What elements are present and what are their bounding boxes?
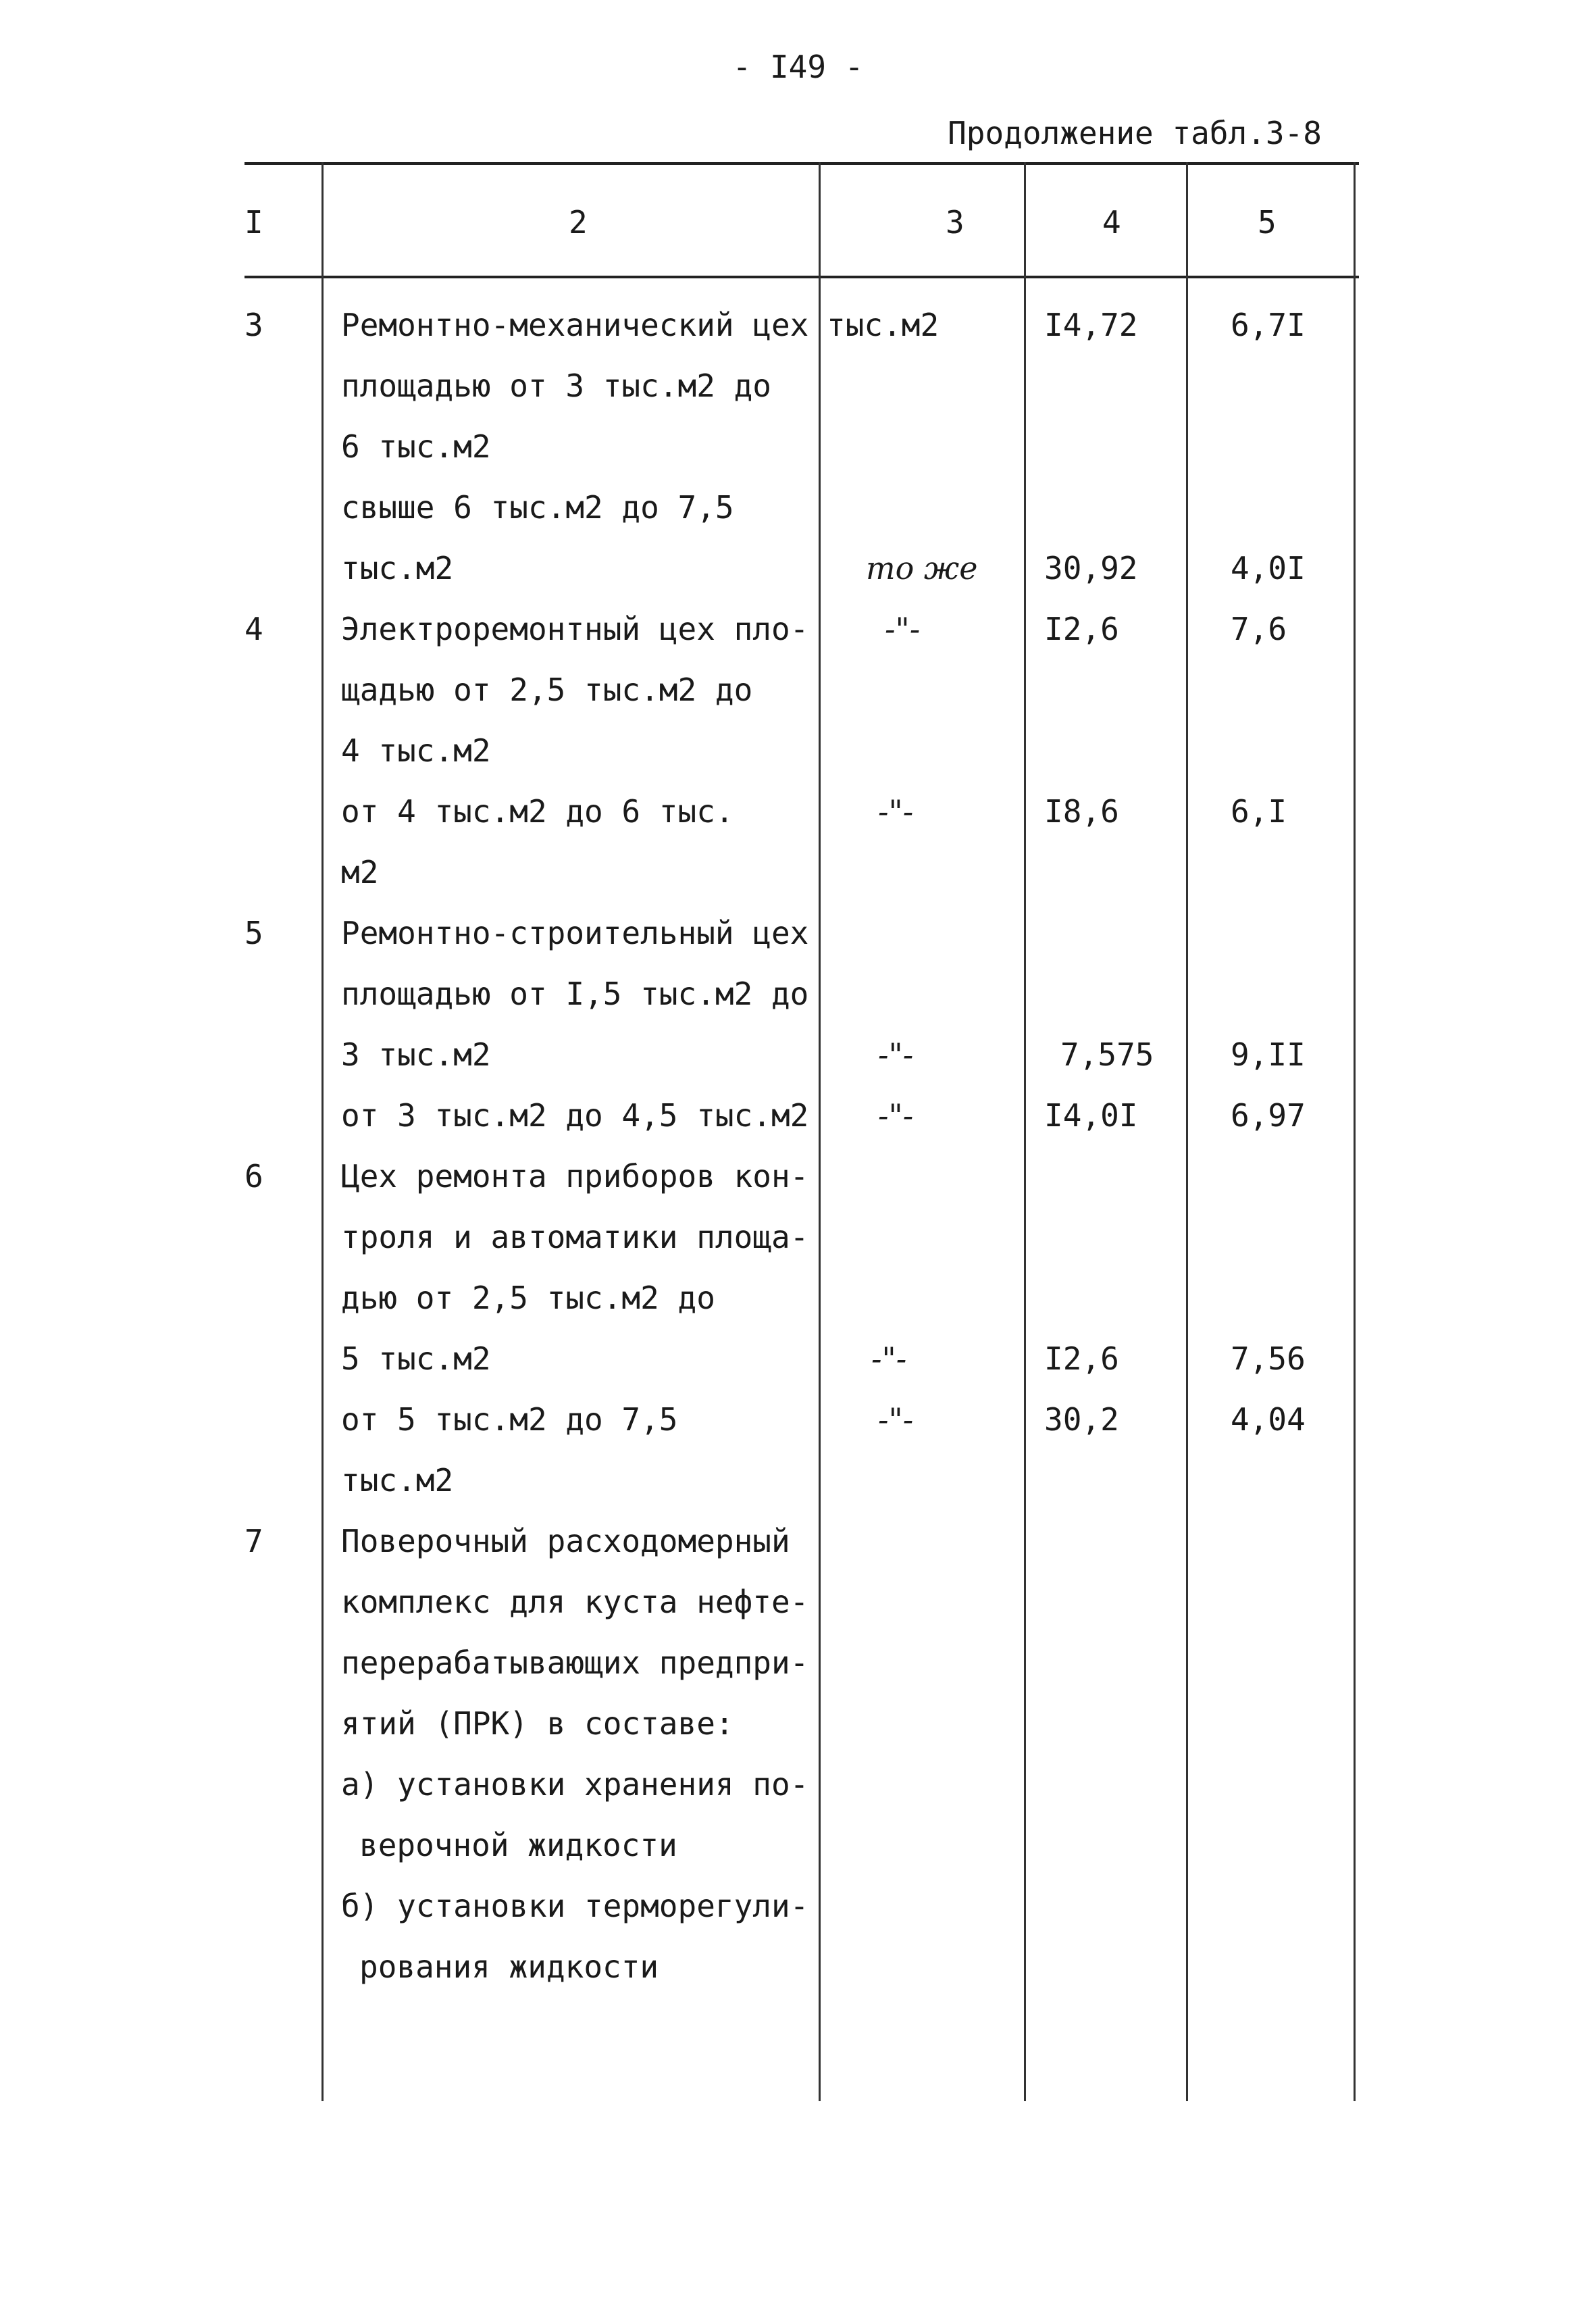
row-text-line: Ремонтно-механический цех — [341, 307, 809, 343]
table-header-rule — [244, 276, 1359, 278]
col-divider-1 — [321, 162, 324, 2101]
header-col-5: 5 — [1258, 204, 1277, 241]
value-col-4: 30,2 — [1044, 1401, 1119, 1438]
unit-cell: -"- — [885, 611, 921, 647]
row-text-line: свыше 6 тыс.м2 до 7,5 — [341, 489, 734, 526]
row-text-line: Электроремонтный цех пло- — [341, 611, 809, 647]
row-text-line: площадью от I,5 тыс.м2 до — [341, 976, 809, 1012]
unit-cell: -"- — [878, 1401, 914, 1438]
row-text-line: верочной жидкости — [359, 1827, 677, 1863]
value-col-5: 7,6 — [1231, 611, 1287, 647]
row-text-line: 6 тыс.м2 — [341, 428, 491, 465]
value-col-5: 4,0I — [1231, 550, 1306, 586]
row-number: 7 — [244, 1523, 263, 1559]
value-col-4: I2,6 — [1044, 611, 1119, 647]
unit-cell: -"- — [878, 1097, 914, 1134]
row-text-line: 5 тыс.м2 — [341, 1340, 491, 1377]
row-text-line: комплекс для куста нефте- — [341, 1584, 809, 1620]
header-col-4: 4 — [1102, 204, 1121, 241]
row-text-line: перерабатывающих предпри- — [341, 1644, 809, 1681]
col-divider-2 — [819, 162, 821, 2101]
row-text-line: Поверочный расходомерный — [341, 1523, 790, 1559]
row-number: 3 — [244, 307, 263, 343]
row-text-line: от 3 тыс.м2 до 4,5 тыс.м2 — [341, 1097, 809, 1134]
row-text-line: тыс.м2 — [341, 550, 454, 586]
value-col-4: I4,72 — [1044, 307, 1138, 343]
value-col-5: 6,97 — [1231, 1097, 1306, 1134]
row-text-line: ятий (ПРК) в составе: — [341, 1705, 734, 1742]
row-text-line: м2 — [341, 854, 379, 890]
header-col-2: 2 — [569, 204, 588, 241]
row-text-line: троля и автоматики площа- — [341, 1219, 809, 1255]
row-text-line: тыс.м2 — [341, 1462, 454, 1499]
row-text-line: площадью от 3 тыс.м2 до — [341, 368, 771, 404]
value-col-4: I2,6 — [1044, 1340, 1119, 1377]
row-text-line: Цех ремонта приборов кон- — [341, 1158, 809, 1194]
header-col-3: 3 — [946, 204, 964, 241]
unit-cell: тыс.м2 — [827, 307, 939, 343]
value-col-4: I4,0I — [1044, 1097, 1138, 1134]
value-col-5: 6,7I — [1231, 307, 1306, 343]
row-number: 6 — [244, 1158, 263, 1194]
row-text-line: от 5 тыс.м2 до 7,5 — [341, 1401, 678, 1438]
unit-cell: -"- — [878, 1036, 914, 1073]
row-text-line: Ремонтно-строительный цех — [341, 915, 809, 951]
value-col-4: 30,92 — [1044, 550, 1138, 586]
row-text-line: щадью от 2,5 тыс.м2 до — [341, 672, 753, 708]
value-col-5: 6,I — [1231, 793, 1287, 830]
col-divider-3 — [1024, 162, 1026, 2101]
value-col-5: 4,04 — [1231, 1401, 1306, 1438]
row-text-line: дью от 2,5 тыс.м2 до — [341, 1280, 715, 1316]
unit-cell: -"- — [871, 1340, 907, 1377]
col-divider-5 — [1354, 162, 1356, 2101]
row-text-line: от 4 тыс.м2 до 6 тыс. — [341, 793, 734, 830]
row-text-line: а) установки хранения по- — [341, 1766, 809, 1803]
unit-cell: -"- — [878, 793, 914, 830]
table-caption: Продолжение табл.3-8 — [948, 115, 1322, 151]
value-col-4: I8,6 — [1044, 793, 1119, 830]
unit-cell: то же — [866, 550, 978, 586]
row-number: 4 — [244, 611, 263, 647]
page-number: - I49 - — [732, 49, 864, 85]
value-col-5: 9,II — [1231, 1036, 1306, 1073]
row-number: 5 — [244, 915, 263, 951]
row-text-line: б) установки терморегули- — [341, 1888, 809, 1924]
row-text-line: рования жидкости — [359, 1948, 659, 1985]
value-col-4: 7,575 — [1060, 1036, 1154, 1073]
table-top-rule — [244, 162, 1359, 165]
row-text-line: 3 тыс.м2 — [341, 1036, 491, 1073]
header-col-1: I — [244, 204, 263, 241]
value-col-5: 7,56 — [1231, 1340, 1306, 1377]
row-text-line: 4 тыс.м2 — [341, 732, 491, 769]
col-divider-4 — [1186, 162, 1188, 2101]
